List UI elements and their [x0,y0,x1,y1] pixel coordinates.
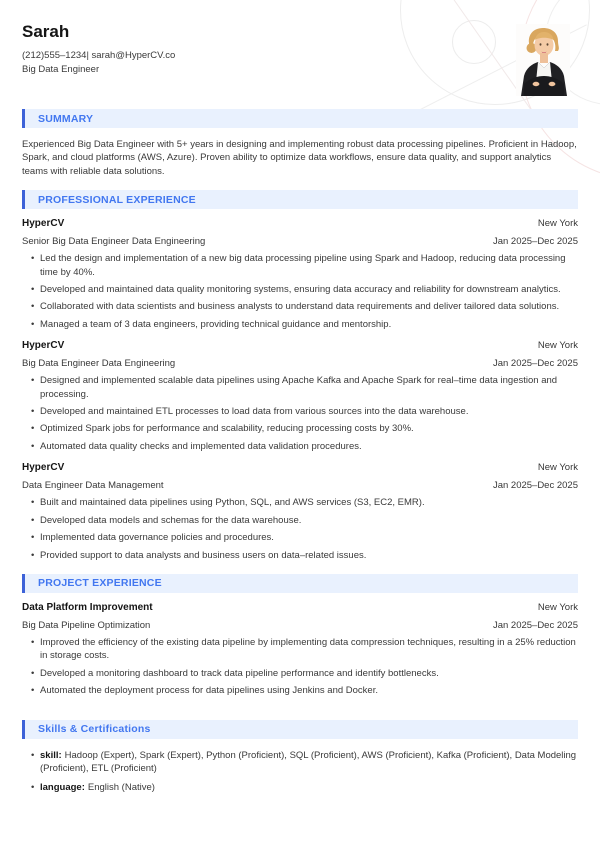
job-dates: Jan 2025–Dec 2025 [492,236,578,248]
job-location: New York [537,462,578,474]
job-bullet: • Provided support to data analysts and business users on data–related issues. [31,549,578,562]
experience-item [22,217,578,331]
job-bullet: • Developed and maintained ETL processes to load data from various sources into the data warehouse. [31,405,578,418]
job-location: New York [537,340,578,352]
section-heading-label: PROJECT EXPERIENCE [38,577,162,590]
job-title: Data Engineer Data Management [22,480,164,492]
skills-item [31,749,578,776]
job-bullet-list [31,496,578,562]
project-dates: Jan 2025–Dec 2025 [492,619,578,631]
job-bullet-list [31,252,578,331]
section-header-professional-experience [22,190,578,209]
job-bullet: • Built and maintained data pipelines using Python, SQL, and AWS services (S3, EC2, EMR). [31,496,578,509]
project-bullet: • Automated the deployment process for data pipelines using Jenkins and Docker. [31,684,578,697]
summary-text: Experienced Big Data Engineer with 5+ years in designing and implementing robust data processing pipelines. Proficient in Hadoop, Spark, and cloud platforms (AWS, Azure). Proven ability to optimize data workflows, ensure data quality, and support analytics teams with reliable data solutions. [22,139,577,177]
company-name: HyperCV [22,462,65,474]
contact-line: (212)555–1234| sarah@HyperCV.co [22,50,176,61]
section-heading-label: SUMMARY [38,112,94,125]
project-bullet: • Improved the efficiency of the existing data pipeline by implementing data compression techniques, resulting in a 25% reduction in storage costs. [31,636,578,663]
project-bullet: • Developed a monitoring dashboard to track data pipeline performance and identify bottlenecks. [31,667,578,680]
project-item [22,601,578,698]
job-title: Senior Big Data Engineer Data Engineering [22,236,206,248]
language-item [31,781,578,794]
job-dates: Jan 2025–Dec 2025 [492,358,578,370]
job-bullet: • Led the design and implementation of a new big data processing pipeline using Spark and Hadoop, reducing data processing time by 40%. [31,252,578,279]
section-heading-label: PROFESSIONAL EXPERIENCE [38,193,196,206]
section-heading-label: Skills & Certifications [38,723,151,736]
job-bullet: • Designed and implemented scalable data pipelines using Apache Kafka and Apache Spark for real–time data ingestion and processing. [31,374,578,401]
profile-photo [516,24,570,96]
candidate-title: Big Data Engineer [22,63,100,75]
job-title: Big Data Engineer Data Engineering [22,358,176,370]
skills-item-label: skill: [40,749,62,761]
job-bullet: • Automated data quality checks and implemented data validation procedures. [31,440,578,453]
language-item-text: English (Native) [87,782,155,794]
job-bullet: • Developed and maintained data quality monitoring systems, ensuring data accuracy and reliability for downstream analytics. [31,283,578,296]
skills-list [31,749,578,795]
experience-item [22,461,578,562]
experience-item [22,339,578,453]
section-header-skills [22,720,578,739]
language-item-label: language: [40,782,85,794]
candidate-name: Sarah [22,22,70,41]
project-bullet-list [31,636,578,698]
project-name: Data Platform Improvement [22,601,153,613]
company-name: HyperCV [22,218,65,230]
company-name: HyperCV [22,340,65,352]
job-bullet: • Developed data models and schemas for the data warehouse. [31,514,578,527]
job-location: New York [537,218,578,230]
job-bullet: • Optimized Spark jobs for performance and scalability, reducing processing costs by 30%. [31,422,578,435]
section-header-project-experience [22,574,578,593]
resume-header [22,22,578,76]
project-location: New York [537,601,578,613]
section-header-summary [22,109,578,128]
skills-item-text: Hadoop (Expert), Spark (Expert), Python (Proficient), SQL (Proficient), AWS (Proficient), Kafka (Proficient), Data Modeling (Proficient), ETL (Proficient) [40,749,577,774]
job-bullet: • Implemented data governance policies and procedures. [31,531,578,544]
job-bullet-list [31,374,578,453]
job-dates: Jan 2025–Dec 2025 [492,480,578,492]
job-bullet: • Collaborated with data scientists and business analysts to understand data requirements and deliver tailored data solutions. [31,300,578,313]
project-subtitle: Big Data Pipeline Optimization [22,619,151,631]
job-bullet: • Managed a team of 3 data engineers, providing technical guidance and mentorship. [31,318,578,331]
